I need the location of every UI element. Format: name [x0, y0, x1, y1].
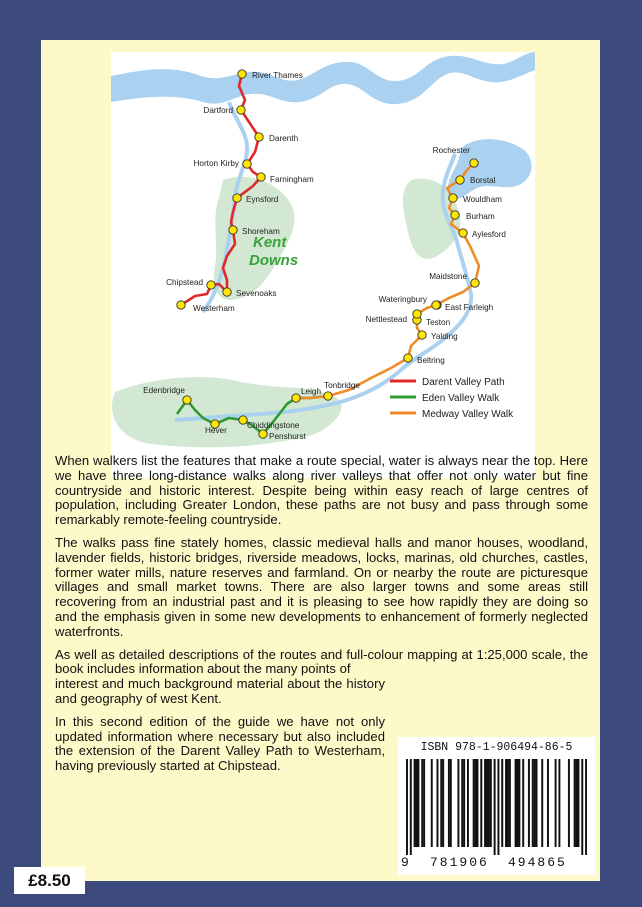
- map-label-wateringbury: Wateringbury: [378, 295, 427, 304]
- blurb-paragraph-part: As well as detailed descriptions of the routes and full-colour mapping at 1:25,000 scale, the book includes information about the many points of: [55, 646, 588, 677]
- barcode-bar: [532, 759, 534, 847]
- barcode-bar: [421, 759, 423, 847]
- map-label-teston: Teston: [426, 318, 451, 327]
- barcode-bar: [473, 759, 475, 847]
- map-label-farningham: Farningham: [270, 175, 314, 184]
- barcode-bar: [488, 759, 490, 847]
- map-label-yalding: Yalding: [431, 332, 458, 341]
- barcode-bar: [536, 759, 538, 847]
- map-label-sevenoaks: Sevenoaks: [236, 289, 277, 298]
- barcode-bar: [515, 759, 517, 847]
- map-point-shoreham: [229, 226, 237, 234]
- back-cover-panel: [41, 40, 600, 881]
- map-label-chiddingstone: Chiddingstone: [247, 421, 300, 430]
- map-label-borstal: Borstal: [470, 176, 496, 185]
- map-label-aylesford: Aylesford: [472, 230, 506, 239]
- map-point-westerham: [177, 301, 185, 309]
- barcode-digit-group: 781906: [430, 855, 489, 870]
- map-point-sevenoaks: [223, 288, 231, 296]
- barcode-bar: [461, 759, 463, 847]
- barcode-bar: [541, 759, 543, 847]
- barcode-bar: [497, 759, 499, 855]
- barcode-bar: [577, 759, 579, 847]
- map-label-burham: Burham: [466, 212, 495, 221]
- barcode-bar: [518, 759, 520, 847]
- map-point-tonbridge: [324, 392, 332, 400]
- barcode-bar: [448, 759, 450, 847]
- barcode-bar: [406, 759, 408, 855]
- map-point-yalding: [418, 331, 426, 339]
- barcode-bar: [558, 759, 560, 847]
- barcode-bar: [484, 759, 486, 847]
- barcode-bar: [534, 759, 536, 847]
- map-point-penshurst: [259, 430, 267, 438]
- barcode-bar: [410, 759, 412, 855]
- map-point-chiddingstone: [239, 416, 247, 424]
- barcode-bar: [568, 759, 570, 847]
- barcode-bar: [517, 759, 519, 847]
- blurb-paragraph: [55, 648, 588, 707]
- map-label-horton-kirby: Horton Kirby: [193, 159, 239, 168]
- price-tag: £8.50: [14, 867, 85, 894]
- map-point-leigh: [292, 394, 300, 402]
- barcode-bar: [507, 759, 509, 847]
- barcode-bar: [547, 759, 549, 847]
- barcode-bar: [475, 759, 477, 847]
- barcode-bar: [581, 759, 583, 855]
- kent-downs-label: Downs: [249, 252, 299, 269]
- blurb-paragraph: The walks pass fine stately homes, classic medieval halls and manor houses, woodland, lavender fields, historic bridges, riverside meadows, locks, marinas, old churches, castles, former water mills, nature reserves and farmland. On or nearby the route are picturesque villages and small market towns. There are also larger towns and some areas still recovering from an industrial past and it is pleasing to see how rapidly they are doing so and the emphasis given in some new developments to enhancement of formerly neglected waterfronts.: [55, 534, 588, 639]
- barcode-bar: [431, 759, 433, 847]
- barcode-bar: [555, 759, 557, 847]
- map-point-edenbridge: [183, 396, 191, 404]
- barcode-digit-group: 494865: [508, 855, 567, 870]
- map-point-eynsford: [233, 194, 241, 202]
- map-point-rochester: [470, 159, 478, 167]
- blurb-paragraph: When walkers list the features that make a route special, water is always near the top. Here we have three long-distance walks along river valleys that offer not only water but fine countryside and historic interest. Despite being within easy reach of large centres of population, including Greater London, these paths are not busy and pass through some remarkably remote-feeling countryside.: [55, 453, 588, 528]
- blurb-paragraph: In this second edition of the guide we have not only updated information where necessary but also included the extension of the Darent Valley Path to Westerham, having previously started at Chipstead.: [55, 713, 385, 774]
- blurb-text: [55, 454, 588, 782]
- barcode-bar: [585, 759, 587, 855]
- map-label-beltring: Beltring: [417, 356, 445, 365]
- barcode-bar: [450, 759, 452, 847]
- legend-eden-label: Eden Valley Walk: [422, 393, 500, 404]
- barcode-bar: [574, 759, 576, 847]
- map-label-eynsford: Eynsford: [246, 195, 279, 204]
- barcode-bar: [522, 759, 524, 847]
- map-label-westerham: Westerham: [193, 304, 235, 313]
- barcode-bar: [476, 759, 478, 847]
- barcode-bars: [406, 759, 587, 855]
- map-point-beltring: [404, 354, 412, 362]
- blurb-paragraph-part: interest and much background material about the history and geography of west Kent.: [55, 676, 385, 706]
- barcode-bar: [417, 759, 419, 847]
- map-label-leigh: Leigh: [301, 387, 322, 396]
- map-point-horton-kirby: [243, 160, 251, 168]
- map-point-east-farleigh: [432, 301, 440, 309]
- barcode-bar: [509, 759, 511, 847]
- legend-medway-label: Medway Valley Walk: [422, 409, 514, 420]
- barcode-bar: [505, 759, 507, 847]
- barcode-bar: [442, 759, 444, 847]
- map-point-aylesford: [459, 229, 467, 237]
- map-label-east-farleigh: East Farleigh: [445, 303, 494, 312]
- map-point-darenth: [255, 133, 263, 141]
- map-point-wouldham: [449, 194, 457, 202]
- barcode-bar: [463, 759, 465, 847]
- map-point-river-thames: [238, 70, 246, 78]
- route-map: [111, 52, 535, 478]
- map-point-farningham: [257, 173, 265, 181]
- barcode-bar: [436, 759, 438, 847]
- map-label-darenth: Darenth: [269, 134, 299, 143]
- barcode-digit-lead: 9: [401, 855, 409, 870]
- map-label-chipstead: Chipstead: [166, 278, 203, 287]
- map-label-nettlestead: Nettlestead: [365, 315, 407, 324]
- barcode-bar: [440, 759, 442, 847]
- map-point-chipstead: [207, 281, 215, 289]
- map-label-rochester: Rochester: [432, 146, 470, 155]
- map-point-borstal: [456, 176, 464, 184]
- map-point-maidstone: [471, 279, 479, 287]
- barcode-bar: [576, 759, 578, 847]
- isbn-barcode: [398, 737, 595, 875]
- map-label-dartford: Dartford: [203, 106, 233, 115]
- barcode-bar: [528, 759, 530, 847]
- barcode-bar: [501, 759, 503, 847]
- map-label-edenbridge: Edenbridge: [143, 386, 185, 395]
- map-label-penshurst: Penshurst: [269, 432, 306, 441]
- map-label-tonbridge: Tonbridge: [324, 381, 360, 390]
- map-label-maidstone: Maidstone: [429, 272, 467, 281]
- map-label-river-thames: River Thames: [252, 71, 303, 80]
- barcode-bar: [494, 759, 496, 855]
- barcode-bar: [423, 759, 425, 847]
- barcode-bar: [480, 759, 482, 847]
- barcode-bar: [486, 759, 488, 847]
- map-label-wouldham: Wouldham: [463, 195, 502, 204]
- map-point-burham: [451, 211, 459, 219]
- barcode-bar: [467, 759, 469, 847]
- map-label-hever: Hever: [205, 426, 227, 435]
- isbn-number: ISBN 978-1-906494-86-5: [420, 741, 573, 754]
- barcode-bar: [414, 759, 416, 847]
- barcode-bar: [490, 759, 492, 847]
- map-label-shoreham: Shoreham: [242, 227, 280, 236]
- map-point-dartford: [237, 106, 245, 114]
- map-point-teston: [413, 310, 421, 318]
- legend-darent-label: Darent Valley Path: [422, 377, 505, 388]
- barcode-bar: [457, 759, 459, 847]
- kent-downs-label: Kent: [253, 234, 287, 251]
- barcode-bar: [416, 759, 418, 847]
